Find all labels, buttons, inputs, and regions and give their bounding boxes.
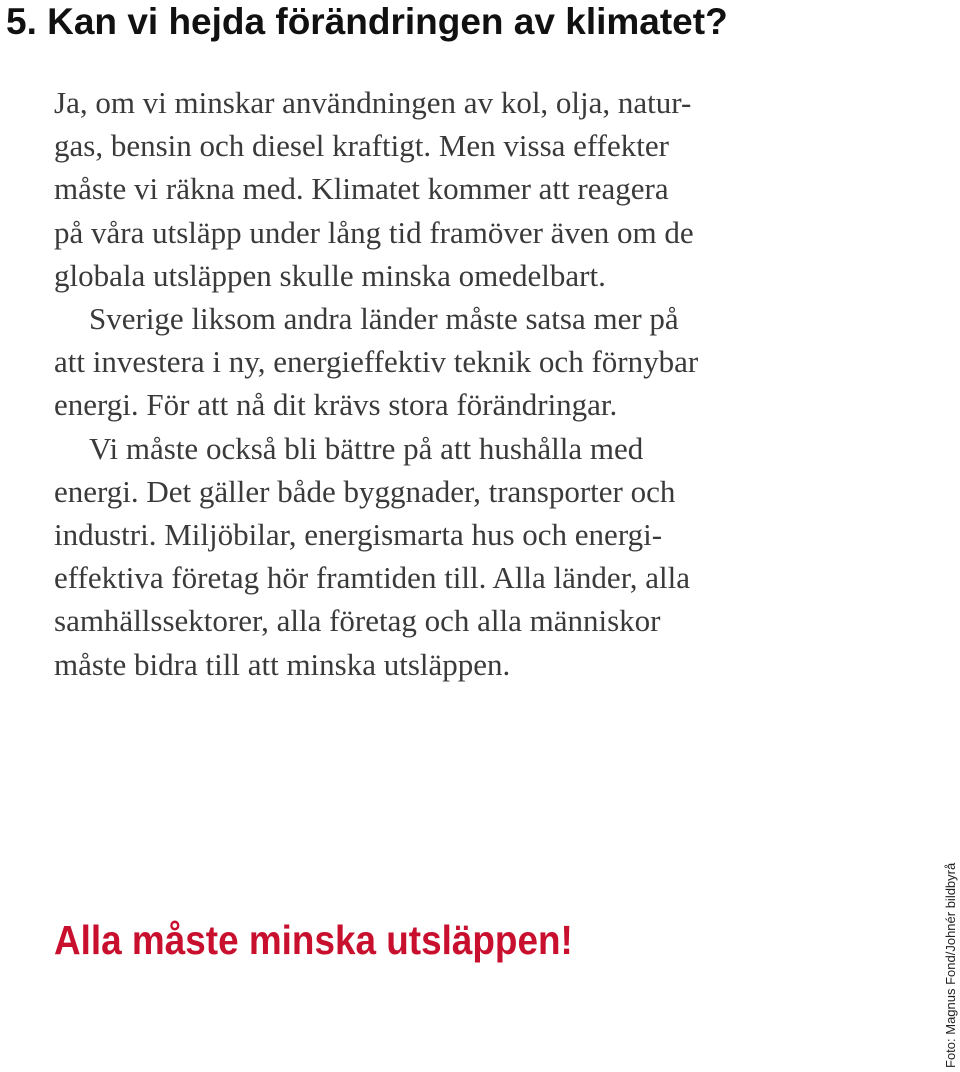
body-line: globala utsläppen skulle minska omedelbart. xyxy=(54,257,606,293)
body-line: Ja, om vi minskar användningen av kol, olja, natur- xyxy=(54,85,692,120)
body-line: Vi måste också bli bättre på att hushålla med xyxy=(89,430,644,466)
body-line: på våra utsläpp under lång tid framöver även om de xyxy=(54,214,694,250)
body-line: industri. Miljöbilar, energismarta hus och energi- xyxy=(54,517,663,553)
body-line: måste bidra till att minska utsläppen. xyxy=(54,646,511,682)
body-line: att investera i ny, energieffektiv teknik och förnybar xyxy=(54,344,699,380)
body-line: gas, bensin och diesel kraftigt. Men vissa effekter xyxy=(54,128,669,164)
body-line: energi. Det gäller både byggnader, transporter och xyxy=(54,473,676,509)
slogan: Alla måste minska utsläppen! xyxy=(54,917,573,963)
body-line: Sverige liksom andra länder måste satsa mer på xyxy=(89,301,679,337)
photo-credit: Foto: Magnus Fond/Johnér bildbyrå xyxy=(943,862,958,1068)
body-line: effektiva företag hör framtiden till. Alla länder, alla xyxy=(54,560,691,596)
body-line: energi. För att nå dit krävs stora förändringar. xyxy=(54,387,618,423)
body-text xyxy=(54,81,914,686)
body-line: samhällssektorer, alla företag och alla människor xyxy=(54,603,661,639)
page-heading: 5. Kan vi hejda förändringen av klimatet? xyxy=(6,1,728,42)
body-line: måste vi räkna med. Klimatet kommer att reagera xyxy=(54,171,669,207)
